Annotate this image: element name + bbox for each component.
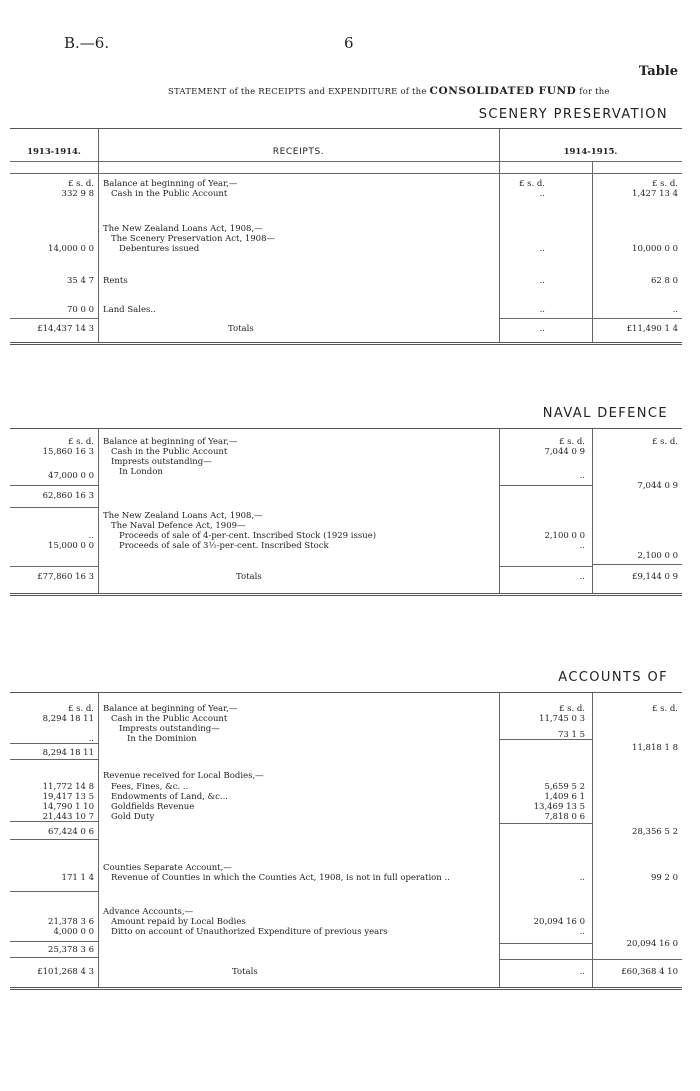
col-header-curr-year: 1914-1915. [563,147,618,157]
cell-value: .. [579,471,585,481]
row-label: Cash in the Public Account [111,189,228,199]
row-label: Land Sales.. [103,305,156,315]
cell-value: 11,745 0 3 [539,714,585,724]
row-label: Revenue received for Local Bodies,— [103,771,264,781]
cell-value: .. [88,734,94,744]
cell-value: 28,356 5 2 [632,827,678,837]
table-label: Table [638,64,678,79]
cell-value: 70 0 0 [66,305,94,315]
cell-value: .. [539,324,545,334]
section-title-scenery: SCENERY PRESERVATION [478,107,668,122]
row-label: Gold Duty [111,812,155,822]
statement-fund: CONSOLIDATED FUND [429,85,577,97]
cell-value: 21,443 10 7 [42,812,94,822]
row-label: Amount repaid by Local Bodies [111,917,246,927]
cell-value: 332 9 8 [61,189,94,199]
cell-value: 1,409 6 1 [544,792,585,802]
cell-value: 4,000 0 0 [53,927,94,937]
currency-header: £ s. d. [558,437,585,447]
cell-value: 47,000 0 0 [48,471,94,481]
cell-value: .. [88,531,94,541]
row-label: Endowments of Land, &c... [111,792,228,802]
row-label: Proceeds of sale of 4-per-cent. Inscribed Stock (1929 issue) [119,531,377,541]
cell-value: 11,772 14 8 [42,782,94,792]
accounts-table [10,692,682,990]
row-label: Totals [232,967,258,977]
cell-value: 15,860 16 3 [42,447,94,457]
currency-header: £ s. d. [67,179,94,189]
cell-value: 8,294 18 11 [42,714,94,724]
row-label: Debentures issued [119,244,200,254]
currency-header: £ s. d. [518,179,545,189]
cell-value: .. [539,276,545,286]
cell-value: .. [579,927,585,937]
cell-value: £60,368 4 10 [621,967,678,977]
cell-value: 10,000 0 0 [632,244,678,254]
cell-value: 7,044 0 9 [637,481,678,491]
cell-value: .. [579,873,585,883]
statement-heading [168,85,610,97]
cell-value: £77,860 16 3 [37,572,94,582]
row-label: Goldfields Revenue [111,802,195,812]
row-label: Imprests outstanding— [119,724,220,734]
cell-value: 171 1 4 [61,873,94,883]
cell-value: .. [539,244,545,254]
cell-value: £9,144 0 9 [632,572,678,582]
cell-value: £14,437 14 3 [37,324,94,334]
row-label: Advance Accounts,— [103,907,194,917]
cell-value: 21,378 3 6 [48,917,94,927]
row-label: Balance at beginning of Year,— [103,179,238,189]
row-label: Counties Separate Account,— [103,863,232,873]
currency-header: £ s. d. [67,437,94,447]
row-label: Totals [228,324,254,334]
row-label: Balance at beginning of Year,— [103,437,238,447]
cell-value: 19,417 13 5 [42,792,94,802]
row-label: Proceeds of sale of 3½-per-cent. Inscribed Stock [119,541,329,551]
cell-value: 13,469 13 5 [533,802,585,812]
cell-value: 73 1 5 [557,730,585,740]
page-reference: B.—6. [64,34,110,52]
cell-value: 15,000 0 0 [48,541,94,551]
cell-value: 62 8 0 [650,276,678,286]
col-header-prev-year: 1913-1914. [27,147,81,157]
cell-value: .. [579,967,585,977]
cell-value: 8,294 18 11 [42,748,94,758]
cell-value: £11,490 1 4 [626,324,678,334]
statement-suffix: for the [579,87,610,97]
cell-value: 1,427 13 4 [632,189,678,199]
row-label: Imprests outstanding— [111,457,212,467]
cell-value: 67,424 0 6 [48,827,94,837]
currency-header: £ s. d. [651,437,678,447]
cell-value: 5,659 5 2 [544,782,585,792]
row-label: Ditto on account of Unauthorized Expenditure of previous years [111,927,388,937]
row-label: In London [119,467,163,477]
page-number: 6 [344,34,354,52]
cell-value: .. [539,189,545,199]
cell-value: 2,100 0 0 [544,531,585,541]
cell-value: 2,100 0 0 [637,551,678,561]
row-label: Cash in the Public Account [111,447,228,457]
row-label: Rents [103,276,128,286]
cell-value: .. [672,305,678,315]
section-title-accounts: ACCOUNTS OF [558,670,668,685]
cell-value: .. [579,541,585,551]
cell-value: 62,860 16 3 [42,491,94,501]
cell-value: .. [579,572,585,582]
cell-value: 14,000 0 0 [48,244,94,254]
row-label: The Scenery Preservation Act, 1908— [111,234,275,244]
cell-value: £101,268 4 3 [37,967,94,977]
currency-header: £ s. d. [651,179,678,189]
scenery-table [10,128,682,345]
currency-header: £ s. d. [558,704,585,714]
section-title-naval: NAVAL DEFENCE [542,406,668,421]
row-label: Revenue of Counties in which the Counties Act, 1908, is not in full operation .. [111,873,450,883]
cell-value: 20,094 16 0 [533,917,585,927]
row-label: The Naval Defence Act, 1909— [111,521,246,531]
cell-value: 14,790 1 10 [42,802,94,812]
cell-value: 20,094 16 0 [626,939,678,949]
currency-header: £ s. d. [67,704,94,714]
row-label: In the Dominion [127,734,197,744]
naval-table [10,428,682,596]
cell-value: 7,044 0 9 [544,447,585,457]
row-label: Cash in the Public Account [111,714,228,724]
cell-value: 35 4 7 [66,276,94,286]
row-label: The New Zealand Loans Act, 1908,— [103,224,263,234]
row-label: Totals [236,572,262,582]
cell-value: 25,378 3 6 [48,945,94,955]
currency-header: £ s. d. [651,704,678,714]
cell-value: 99 2 0 [650,873,678,883]
row-label: Fees, Fines, &c. .. [111,782,189,792]
col-header-receipts: RECEIPTS. [272,147,325,157]
row-label: The New Zealand Loans Act, 1908,— [103,511,263,521]
cell-value: .. [539,305,545,315]
cell-value: 11,818 1 8 [632,743,678,753]
row-label: Balance at beginning of Year,— [103,704,238,714]
statement-prefix: STATEMENT of the RECEIPTS and EXPENDITURE of the [168,87,427,97]
cell-value: 7,818 0 6 [544,812,585,822]
